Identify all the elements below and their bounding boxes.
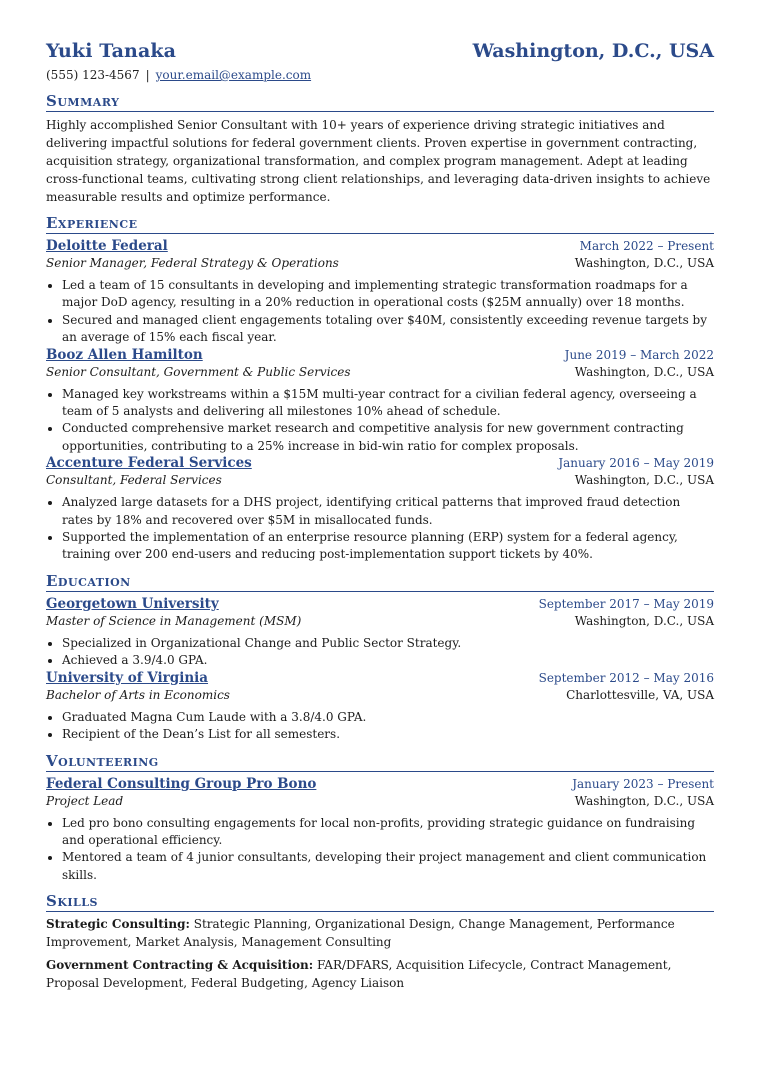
experience-entry: [46, 347, 714, 456]
skills-list: [46, 916, 714, 992]
bullet-item: • Graduated Magna Cum Laude with a 3.8/4.0 GPA.: [62, 709, 714, 726]
entry-header: [46, 455, 714, 472]
entry-header: [46, 776, 714, 793]
date-range: January 2023 – Present: [572, 776, 714, 791]
bullet-item: • Managed key workstreams within a $15M multi-year contract for a civilian federal agency, overseeing a team of 5 analysts and delivering all milestones 10% ahead of schedule.: [62, 386, 714, 421]
entry-header: [46, 596, 714, 613]
bullet-item: • Achieved a 3.9/4.0 GPA.: [62, 652, 714, 669]
section-title-experience: Experience: [46, 214, 714, 234]
entry-location: Washington, D.C., USA: [574, 793, 714, 808]
candidate-name: Yuki Tanaka: [46, 40, 177, 62]
skill-category: Government Contracting & Acquisition:: [46, 958, 314, 973]
education-list: [46, 596, 714, 744]
contact-line: [46, 68, 714, 82]
section-title-education: Education: [46, 572, 714, 592]
bullet-item: • Conducted comprehensive market research and competitive analysis for new government contracting opportunities, contributing to a 25% increase in bid-win ratio for complex proposals.: [62, 420, 714, 455]
organization-name[interactable]: Booz Allen Hamilton: [46, 346, 203, 363]
entry-location: Washington, D.C., USA: [574, 256, 714, 270]
skill-line: [46, 957, 714, 992]
organization-name[interactable]: Federal Consulting Group Pro Bono: [46, 775, 317, 792]
bullet-item: • Supported the implementation of an enterprise resource planning (ERP) system for a federal agency, training over 200 end-users and reducing post-implementation support tickets by 40%.: [62, 529, 714, 564]
entry-subheader: [46, 613, 714, 630]
bullet-list: [46, 277, 714, 347]
skill-category: Strategic Consulting:: [46, 917, 190, 932]
section-title-volunteering: Volunteering: [46, 752, 714, 772]
entry-subheader: [46, 793, 714, 810]
date-range: September 2017 – May 2019: [538, 596, 714, 611]
entry-header: [46, 347, 714, 364]
section-title-summary: Summary: [46, 92, 714, 112]
bullet-item: • Secured and managed client engagements totaling over $40M, consistently exceeding revenue targets by an average of 15% each fiscal year.: [62, 312, 714, 347]
entry-location: Charlottesville, VA, USA: [566, 687, 714, 702]
entry-subheader: [46, 472, 714, 489]
bullet-item: • Led a team of 15 consultants in developing and implementing strategic transformation roadmaps for a major DoD agency, resulting in a 20% reduction in operational costs ($25M annually) over 18 months.: [62, 277, 714, 312]
role-title: Project Lead: [46, 793, 124, 808]
bullet-item: • Recipient of the Dean’s List for all semesters.: [62, 726, 714, 743]
role-title: Master of Science in Management (MSM): [46, 613, 302, 628]
role-title: Bachelor of Arts in Economics: [46, 687, 230, 702]
volunteering-entry: [46, 776, 714, 885]
entry-subheader: [46, 687, 714, 704]
summary-text: Highly accomplished Senior Consultant with 10+ years of experience driving strategic initiatives and delivering impactful solutions for federal government clients. Proven expertise in government contracting, acquisition strategy, organizational transformation, and complex program management. Adept at leading cross-functional teams, cultivating strong client relationships, and leveraging data-driven insights to achieve measurable results and optimize performance.: [46, 118, 711, 204]
date-range: June 2019 – March 2022: [564, 347, 714, 362]
candidate-location: Washington, D.C., USA: [472, 40, 714, 62]
role-title: Consultant, Federal Services: [46, 473, 222, 488]
entry-location: Washington, D.C., USA: [574, 364, 714, 379]
entry-location: Washington, D.C., USA: [574, 613, 714, 628]
skill-line: [46, 916, 714, 951]
organization-name[interactable]: University of Virginia: [46, 669, 209, 686]
entry-subheader: [46, 255, 714, 272]
education-entry: [46, 596, 714, 670]
bullet-list: [46, 815, 714, 885]
role-title: Senior Consultant, Government & Public Services: [46, 364, 351, 379]
organization-name[interactable]: Georgetown University: [46, 595, 219, 612]
entry-header: [46, 670, 714, 687]
bullet-item: • Mentored a team of 4 junior consultants, developing their project management and client communication skills.: [62, 849, 714, 884]
organization-name[interactable]: Deloitte Federal: [46, 238, 168, 254]
experience-entry: [46, 455, 714, 564]
experience-entry: [46, 238, 714, 347]
bullet-list: [46, 494, 714, 564]
education-entry: [46, 670, 714, 744]
date-range: January 2016 – May 2019: [558, 456, 714, 471]
bullet-list: [46, 709, 714, 744]
bullet-item: • Led pro bono consulting engagements for local non-profits, providing strategic guidance on fundraising and operational efficiency.: [62, 815, 714, 850]
contact-separator: |: [145, 68, 150, 82]
entry-subheader: [46, 364, 714, 381]
skill-list-text: Strategic Planning, Organizational Design, Change Management, Performance Improvement, Market Analysis, Management Consulting: [46, 917, 675, 949]
entry-header: [46, 238, 714, 255]
experience-list: [46, 238, 714, 564]
organization-name[interactable]: Accenture Federal Services: [46, 455, 252, 472]
entry-location: Washington, D.C., USA: [574, 473, 714, 488]
resume-header: [46, 40, 714, 62]
email-link[interactable]: your.email@example.com: [155, 68, 312, 82]
volunteering-list: [46, 776, 714, 885]
skill-list-text: FAR/DFARS, Acquisition Lifecycle, Contract Management, Proposal Development, Federal Budgeting, Agency Liaison: [46, 958, 672, 990]
phone-number: (555) 123-4567: [46, 68, 140, 82]
bullet-item: • Specialized in Organizational Change and Public Sector Strategy.: [62, 635, 714, 652]
date-range: March 2022 – Present: [579, 239, 714, 253]
bullet-list: [46, 635, 714, 670]
role-title: Senior Manager, Federal Strategy & Operations: [46, 256, 339, 270]
date-range: September 2012 – May 2016: [538, 670, 714, 685]
section-title-skills: Skills: [46, 892, 714, 912]
bullet-item: • Analyzed large datasets for a DHS project, identifying critical patterns that improved fraud detection rates by 18% and recovered over $5M in misallocated funds.: [62, 494, 714, 529]
bullet-list: [46, 386, 714, 456]
